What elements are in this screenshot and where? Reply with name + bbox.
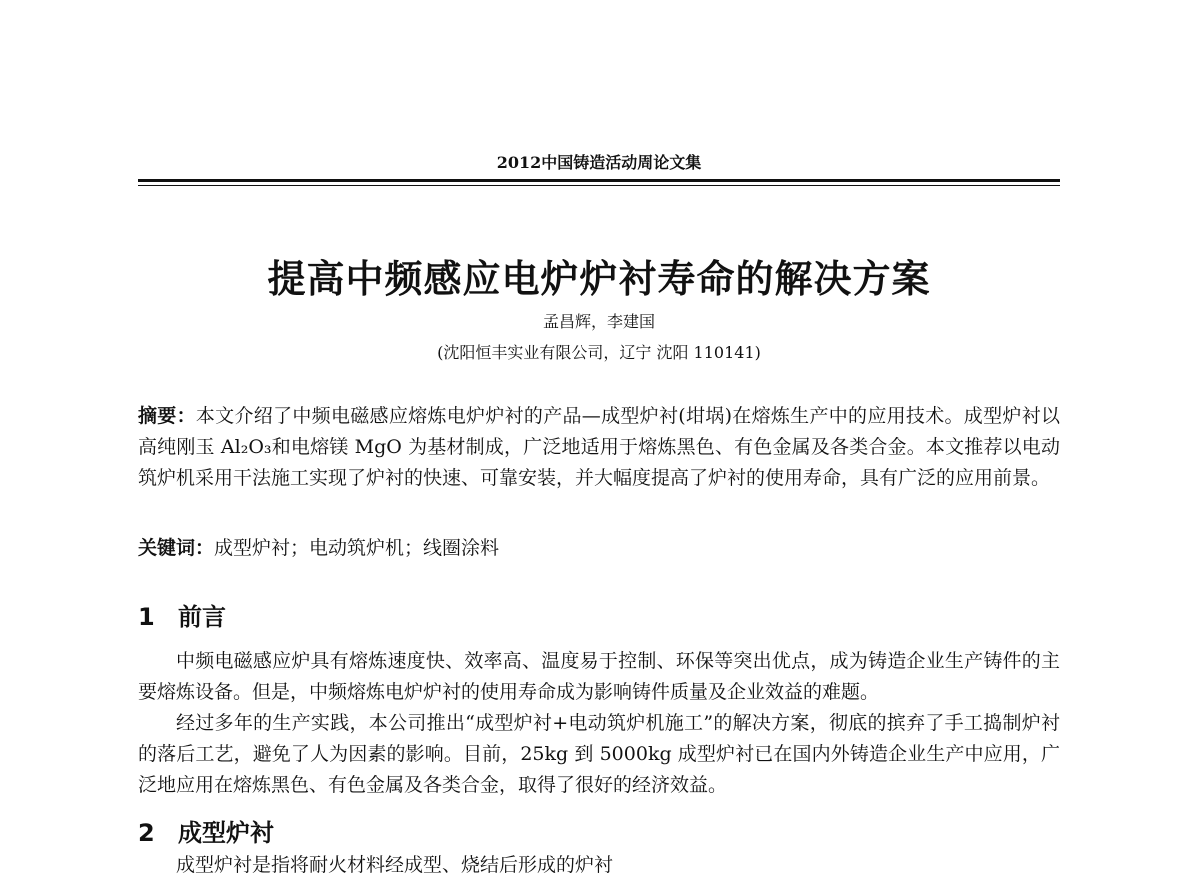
section-heading-formed-lining xyxy=(138,813,274,848)
paper-affiliation: (沈阳恒丰实业有限公司，辽宁 沈阳 110141) xyxy=(437,343,761,362)
keywords-text: 成型炉衬；电动筑炉机；线圈涂料 xyxy=(214,537,500,559)
paper-title: 提高中频感应电炉炉衬寿命的解决方案 xyxy=(267,257,931,301)
keywords-label: 关键词： xyxy=(138,537,215,559)
section-heading-intro xyxy=(138,597,226,632)
abstract-label: 摘要： xyxy=(138,405,196,427)
section-number: 2 xyxy=(138,819,155,847)
paragraph: 中频电磁感应炉具有熔炼速度快、效率高、温度易于控制、环保等突出优点，成为铸造企业生产铸件的主要熔炼设备。但是，中频熔炼电炉炉衬的使用寿命成为影响铸件质量及企业效益的难题。 xyxy=(138,650,1060,703)
paragraph-cut-off xyxy=(176,854,1056,876)
header-rule-thin xyxy=(138,185,1060,186)
section-title: 前言 xyxy=(178,603,226,631)
paragraph: 经过多年的生产实践，本公司推出“成型炉衬+电动筑炉机施工”的解决方案，彻底的摈弃了手工捣制炉衬的落后工艺，避免了人为因素的影响。目前，25kg 到 5000kg 成型炉衬已在国内外铸造企业生产中应用，广泛地应用在熔炼黑色、有色金属及各类合金，取得了很好的经济效益。 xyxy=(138,712,1060,796)
paragraph: 成型炉衬是指将耐火材料经成型、烧结后形成的炉衬 xyxy=(176,854,614,876)
abstract xyxy=(138,401,1060,494)
abstract-text: 本文介绍了中频电磁感应熔炼电炉炉衬的产品—成型炉衬(坩埚)在熔炼生产中的应用技术。成型炉衬以高纯刚玉 Al₂O₃和电熔镁 MgO 为基材制成，广泛地适用于熔炼黑色、有色金属及各类合金。本文推荐以电动筑炉机采用干法施工实现了炉衬的快速、可靠安装，并大幅度提高了炉衬的使用寿命，具有广泛的应用前景。 xyxy=(138,405,1060,489)
section-title: 成型炉衬 xyxy=(178,819,274,847)
keywords xyxy=(138,533,1060,564)
section-number: 1 xyxy=(138,603,155,631)
running-header: 2012中国铸造活动周论文集 xyxy=(496,153,702,172)
header-rule-thick xyxy=(138,179,1060,182)
paper-authors: 孟昌辉，李建国 xyxy=(542,312,655,331)
